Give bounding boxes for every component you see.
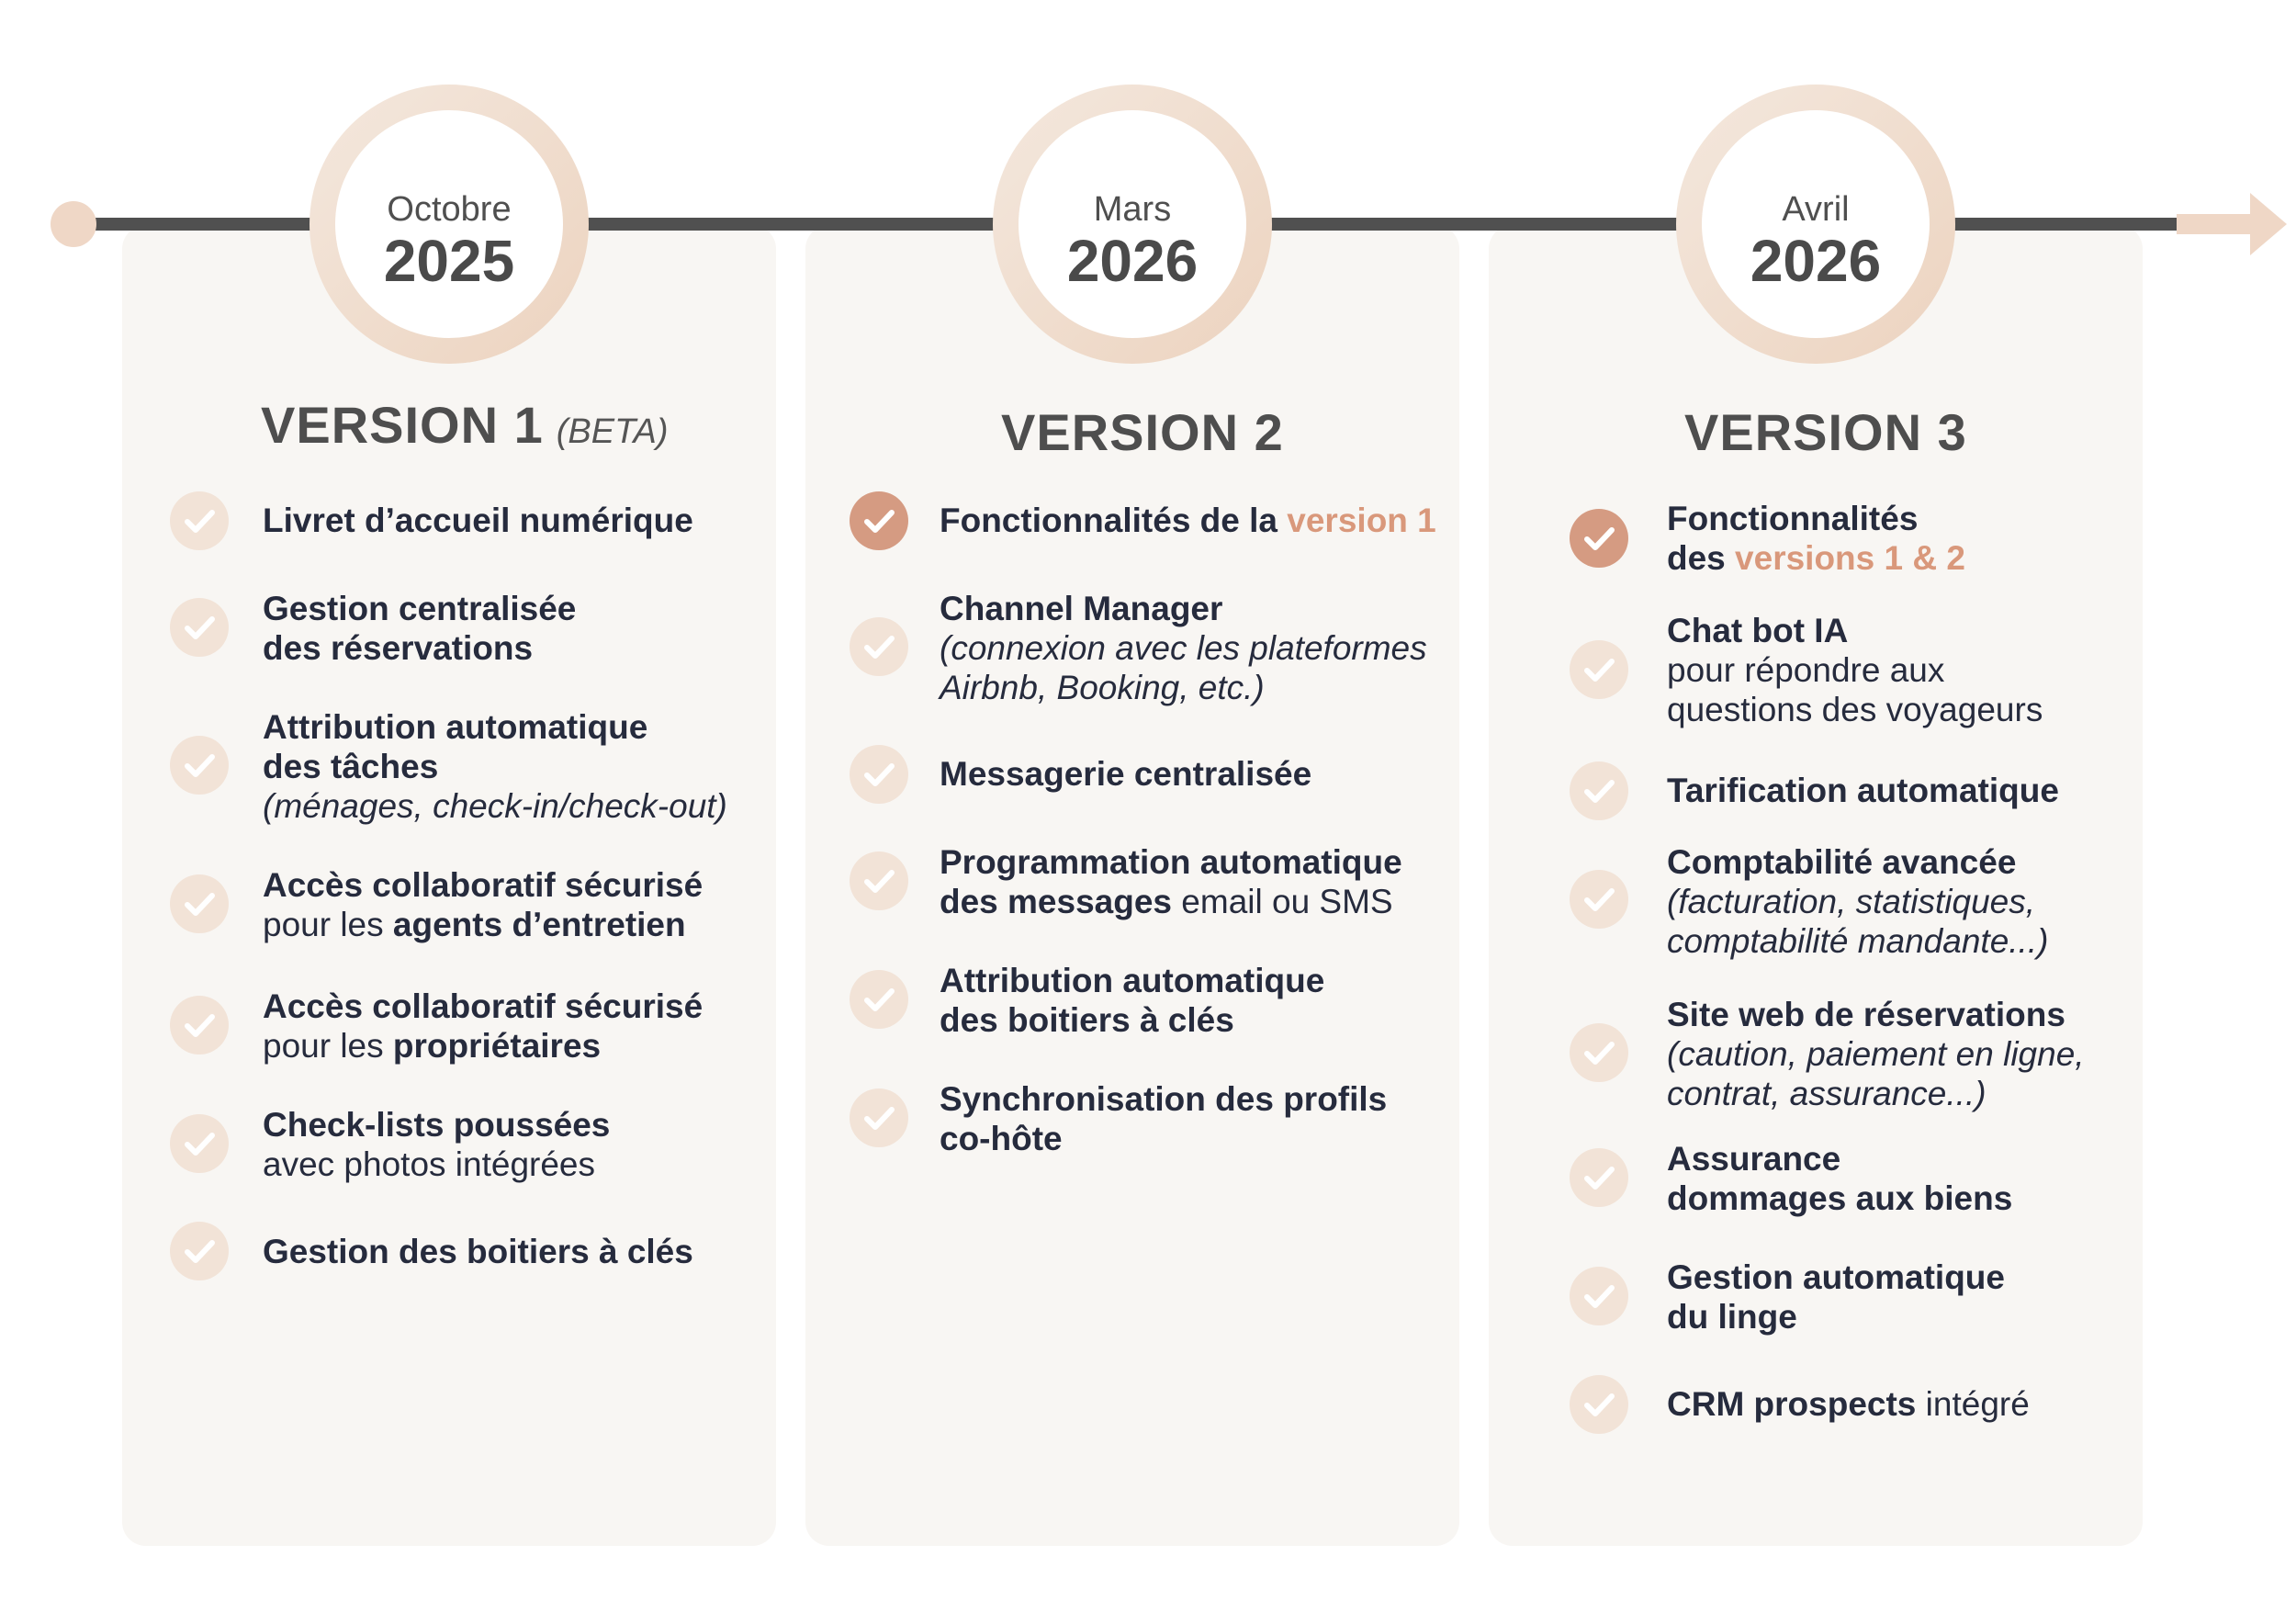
check-icon [850, 1088, 908, 1147]
feature-item [940, 589, 1427, 707]
feature-detail: intégré [1916, 1385, 2030, 1423]
feature-title-line2: des tâches [263, 748, 439, 785]
feature-detail: (facturation, statistiques, [1667, 883, 2036, 920]
feature-item [1667, 499, 1965, 578]
version-2-title: VERSION 2 [1001, 403, 1284, 461]
feature-title-line2: des [1667, 539, 1736, 577]
feature-detail-line2: contrat, assurance...) [1667, 1075, 1986, 1112]
feature-title: Site web de réservations [1667, 996, 2065, 1033]
feature-title-line2: du linge [1667, 1298, 1797, 1336]
date-month: Mars [1093, 190, 1172, 229]
check-icon [850, 851, 908, 910]
feature-title: Comptabilité avancée [1667, 843, 2017, 881]
version-subtitle: (BETA) [556, 412, 669, 451]
feature-item [1667, 842, 2048, 961]
check-icon [1570, 761, 1628, 820]
date-badge-v2 [993, 85, 1272, 364]
version-title-text: VERSION 1 [261, 396, 544, 454]
feature-detail: (connexion avec les plateformes [940, 629, 1427, 667]
date-month: Avril [1782, 190, 1850, 229]
check-icon [170, 1222, 229, 1280]
feature-item [1667, 1384, 2030, 1424]
feature-title: Fonctionnalités de la [940, 502, 1288, 539]
feature-detail-bold: propriétaires [392, 1027, 602, 1065]
feature-detail: avec photos intégrées [263, 1145, 596, 1183]
feature-item [263, 987, 703, 1066]
feature-detail-line2: comptabilité mandante...) [1667, 922, 2049, 960]
check-icon [170, 491, 229, 550]
check-icon [1570, 509, 1628, 568]
feature-title-line2: des messages [940, 883, 1173, 920]
date-year: 2026 [1066, 228, 1199, 294]
feature-title-line2: des boitiers à clés [940, 1001, 1234, 1039]
check-icon [170, 1114, 229, 1173]
check-icon [1570, 870, 1628, 929]
feature-item [940, 501, 1436, 540]
check-icon [170, 736, 229, 795]
feature-item [1667, 995, 2085, 1113]
feature-title: Gestion des boitiers à clés [263, 1233, 693, 1270]
feature-item [263, 865, 703, 944]
feature-title: Attribution automatique [940, 962, 1325, 999]
feature-detail-line2: Airbnb, Booking, etc.) [940, 669, 1265, 706]
feature-item [1667, 1257, 2005, 1336]
check-icon [1570, 1375, 1628, 1434]
check-icon [1570, 1148, 1628, 1207]
check-icon [850, 745, 908, 804]
feature-detail: (ménages, check-in/check-out) [263, 787, 727, 825]
feature-detail: pour les [263, 906, 393, 943]
feature-item [1667, 771, 2059, 810]
feature-item [263, 589, 576, 668]
check-icon [1570, 1023, 1628, 1082]
date-badge-v3 [1676, 85, 1955, 364]
feature-title: Accès collaboratif sécurisé [263, 987, 703, 1025]
feature-detail-bold: agents d’entretien [392, 906, 686, 943]
feature-item [1667, 1139, 2012, 1218]
feature-item [940, 842, 1402, 921]
feature-title: Check-lists poussées [263, 1106, 611, 1144]
check-icon [850, 491, 908, 550]
feature-detail: pour les [263, 1027, 393, 1065]
feature-item [263, 1232, 693, 1271]
feature-title: Assurance [1667, 1140, 1841, 1178]
feature-item [263, 1105, 610, 1184]
feature-highlight: versions 1 & 2 [1735, 539, 1965, 577]
feature-title: CRM prospects [1667, 1385, 1917, 1423]
check-icon [170, 598, 229, 657]
feature-title-line2: dommages aux biens [1667, 1179, 2013, 1217]
check-icon [850, 617, 908, 676]
feature-title: Gestion automatique [1667, 1258, 2005, 1296]
check-icon [1570, 640, 1628, 699]
feature-title: Attribution automatique [263, 708, 648, 746]
date-year: 2025 [383, 228, 515, 294]
feature-detail: pour répondre aux [1667, 651, 1945, 689]
feature-title: Programmation automatique [940, 843, 1402, 881]
feature-title: Messagerie centralisée [940, 755, 1312, 793]
feature-detail: (caution, paiement en ligne, [1667, 1035, 2085, 1073]
feature-item [940, 1079, 1387, 1158]
feature-title: Synchronisation des profils [940, 1080, 1388, 1118]
feature-title-line2: co-hôte [940, 1120, 1063, 1157]
date-year: 2026 [1750, 228, 1882, 294]
feature-title: Chat bot IA [1667, 612, 1849, 649]
feature-item [940, 754, 1311, 794]
timeline-arrow-head-icon [2250, 193, 2287, 255]
feature-title: Accès collaboratif sécurisé [263, 866, 703, 904]
check-icon [170, 874, 229, 933]
feature-item [263, 707, 727, 826]
feature-title: Tarification automatique [1667, 772, 2059, 809]
check-icon [1570, 1267, 1628, 1325]
check-icon [850, 970, 908, 1029]
version-3-title: VERSION 3 [1684, 403, 1967, 461]
feature-detail-line2: questions des voyageurs [1667, 691, 2043, 728]
feature-title-line2: des réservations [263, 629, 534, 667]
feature-title: Channel Manager [940, 590, 1223, 627]
timeline-arrow-shaft [2177, 214, 2259, 234]
feature-title: Livret d’accueil numérique [263, 502, 693, 539]
feature-detail: email ou SMS [1172, 883, 1393, 920]
feature-title: Fonctionnalités [1667, 500, 1919, 537]
check-icon [170, 996, 229, 1054]
timeline-start-dot [51, 201, 96, 247]
feature-title: Gestion centralisée [263, 590, 577, 627]
feature-item [1667, 611, 2043, 729]
version-1-title [261, 395, 669, 455]
feature-item [940, 961, 1324, 1040]
date-badge-v1 [310, 85, 589, 364]
feature-item [263, 501, 693, 540]
date-month: Octobre [387, 190, 512, 229]
feature-highlight: version 1 [1287, 502, 1436, 539]
